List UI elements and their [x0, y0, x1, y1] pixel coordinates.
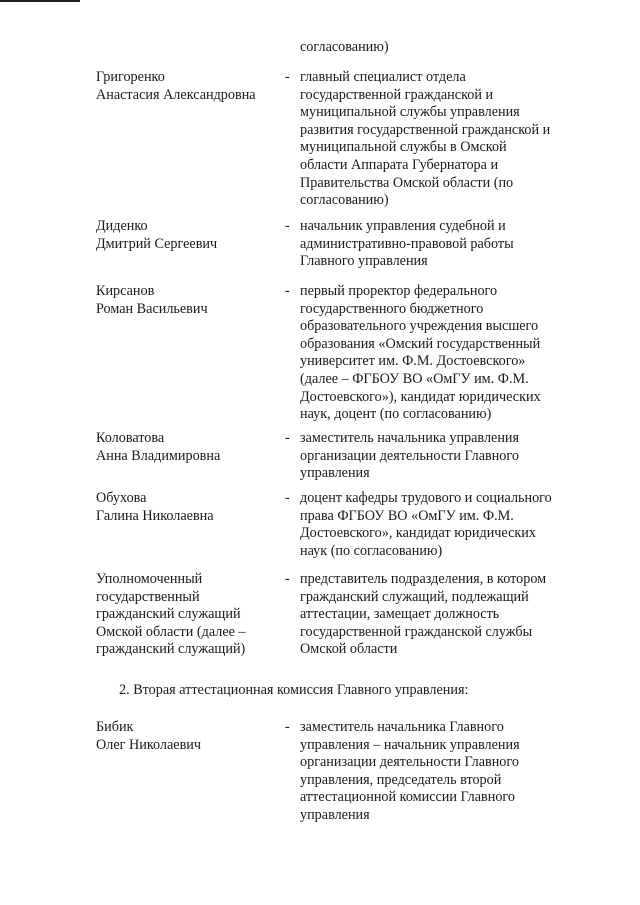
member-position-line: университет им. Ф.М. Достоевского»: [300, 353, 526, 370]
member-position-line: организации деятельности Главного: [300, 447, 519, 464]
member-position: [300, 430, 580, 483]
member-position-line: государственной гражданской службы: [300, 623, 533, 640]
member-position-line: начальник управления судебной и: [300, 218, 506, 234]
member-name-line: Обухова: [96, 490, 147, 506]
member-name: [96, 430, 281, 465]
member-position-line: муниципальной службы в Омской: [300, 139, 507, 156]
member-position-line: образования «Омский государственный: [300, 335, 541, 352]
member-position-line: Достоевского», кандидат юридических: [300, 525, 536, 542]
member-name: [96, 571, 281, 659]
continuation-text: согласованию): [300, 39, 389, 55]
member-name-line: Кирсанов: [96, 283, 155, 299]
member-name: [96, 283, 281, 318]
member-position-line: аттестации, замещает должность: [300, 606, 500, 623]
section-heading: 2. Вторая аттестационная комиссия Главного управления:: [119, 682, 469, 698]
member-position-line: заместитель начальника Главного: [300, 719, 504, 735]
member-name-line: Омской области (далее –: [96, 623, 246, 640]
member-position-line: Главного управления: [300, 253, 428, 270]
member-position-line: главный специалист отдела: [300, 69, 466, 85]
member-name-line: Уполномоченный: [96, 571, 203, 587]
member-position-line: области Аппарата Губернатора и: [300, 156, 499, 173]
member-position-line: управления: [300, 806, 370, 823]
member-position-line: заместитель начальника управления: [300, 430, 520, 446]
member-name: [96, 719, 281, 754]
member-position-line: государственной гражданской и: [300, 86, 494, 103]
separator-dash: -: [285, 571, 290, 587]
member-position-line: права ФГБОУ ВО «ОмГУ им. Ф.М.: [300, 507, 514, 524]
member-position: [300, 218, 580, 271]
member-position: [300, 283, 580, 424]
member-position: [300, 571, 580, 659]
member-position: [300, 490, 580, 560]
separator-dash: -: [285, 69, 290, 85]
member-position-line: муниципальной службы управления: [300, 104, 520, 121]
member-name: [96, 69, 281, 104]
member-position-line: согласованию): [300, 192, 389, 209]
member-position-line: первый проректор федерального: [300, 283, 498, 299]
member-name: [96, 490, 281, 525]
member-position: [300, 69, 580, 210]
member-name-line: Григоренко: [96, 69, 165, 85]
member-name-line: Анастасия Александровна: [96, 86, 256, 103]
member-position-line: гражданский служащий, подлежащий: [300, 588, 529, 605]
member-position-line: наук, доцент (по согласованию): [300, 406, 492, 423]
member-position-line: Правительства Омской области (по: [300, 174, 514, 191]
separator-dash: -: [285, 490, 290, 506]
member-position-line: Омской области: [300, 641, 398, 658]
member-name-line: государственный: [96, 588, 200, 605]
member-name-line: Анна Владимировна: [96, 447, 221, 464]
member-name-line: Галина Николаевна: [96, 507, 214, 524]
separator-dash: -: [285, 430, 290, 446]
member-position-line: организации деятельности Главного: [300, 754, 519, 771]
member-position-line: Достоевского»), кандидат юридических: [300, 388, 541, 405]
member-position-line: развития государственной гражданской и: [300, 121, 551, 138]
member-position-line: административно-правовой работы: [300, 235, 514, 252]
member-position-line: государственного бюджетного: [300, 300, 484, 317]
member-name-line: Диденко: [96, 218, 148, 234]
member-name-line: гражданский служащий: [96, 606, 241, 623]
top-edge-rule: [0, 0, 80, 2]
member-name-line: гражданский служащий): [96, 641, 246, 658]
member-position-line: управления – начальник управления: [300, 736, 520, 753]
separator-dash: -: [285, 218, 290, 234]
member-position-line: управления: [300, 465, 370, 482]
member-name-line: Роман Васильевич: [96, 300, 208, 317]
member-name-line: Олег Николаевич: [96, 736, 202, 753]
member-position-line: наук (по согласованию): [300, 542, 443, 559]
member-position-line: управления, председатель второй: [300, 771, 502, 788]
member-position-line: образовательного учреждения высшего: [300, 318, 539, 335]
member-name-line: Бибик: [96, 719, 134, 735]
separator-dash: -: [285, 283, 290, 299]
separator-dash: -: [285, 719, 290, 735]
member-position: [300, 719, 580, 825]
member-name-line: Коловатова: [96, 430, 165, 446]
member-name: [96, 218, 281, 253]
member-position-line: (далее – ФГБОУ ВО «ОмГУ им. Ф.М.: [300, 370, 529, 387]
member-name-line: Дмитрий Сергеевич: [96, 235, 218, 252]
member-position-line: доцент кафедры трудового и социального: [300, 490, 552, 506]
member-position-line: представитель подразделения, в котором: [300, 571, 547, 587]
member-position-line: аттестационной комиссии Главного: [300, 789, 515, 806]
